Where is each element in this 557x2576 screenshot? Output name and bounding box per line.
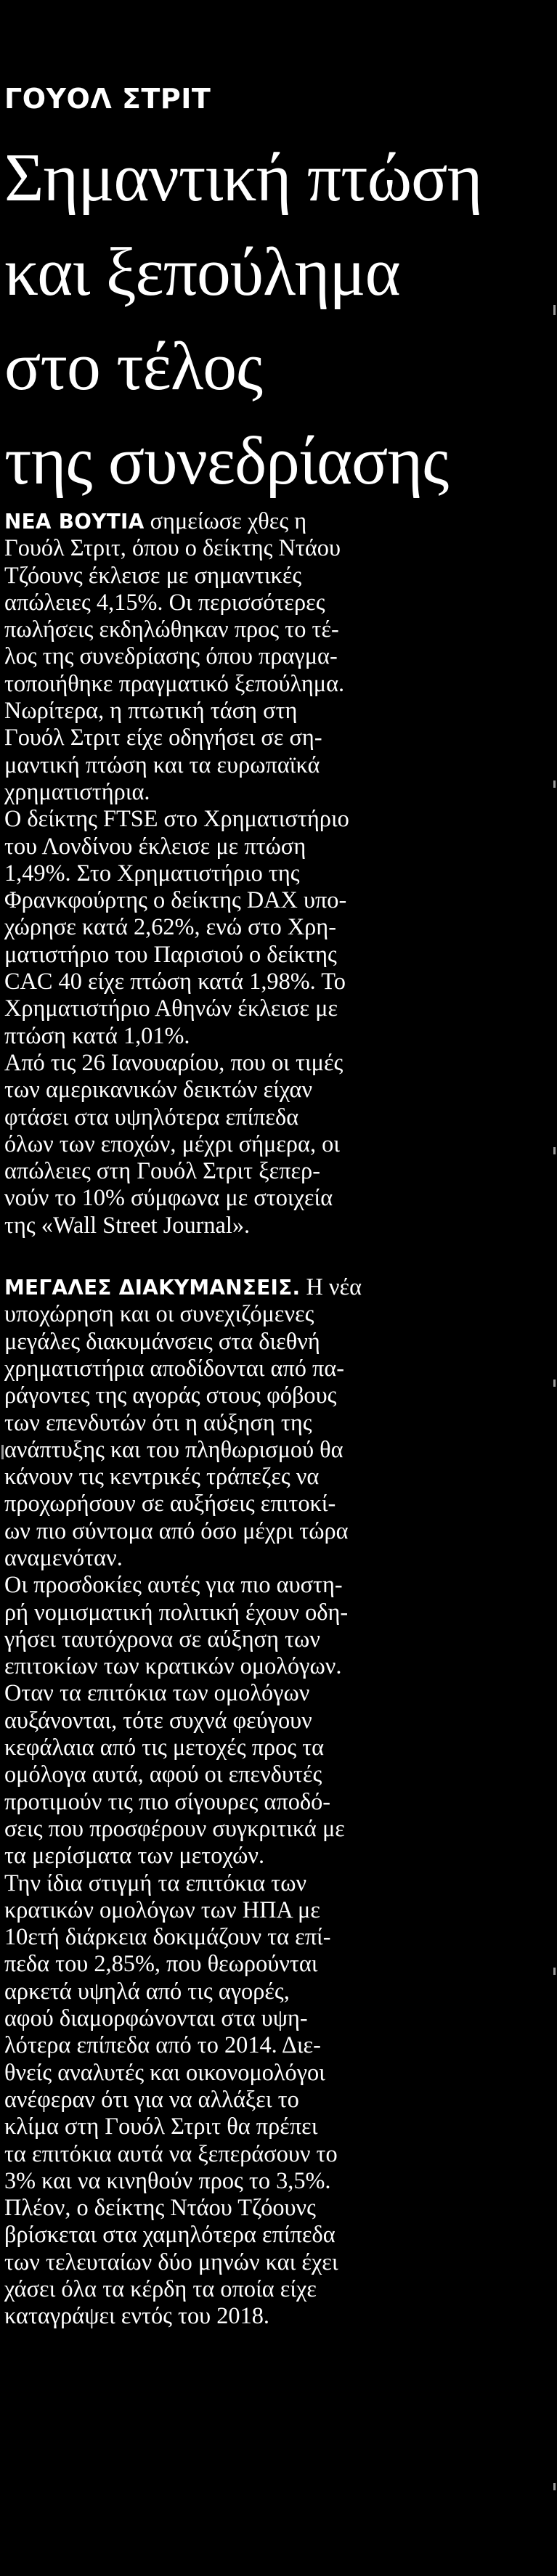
section-kicker: ΓΟΥΟΛ ΣΤΡΙΤ (4, 83, 211, 115)
body-line: Φρανκφούρτης ο δείκτης DAX υπο- (4, 887, 347, 914)
body-line: Νωρίτερα, η πτωτική τάση στη (4, 698, 298, 725)
body-line: Τζόουνς έκλεισε με σημαντικές (4, 562, 302, 589)
body-line: λος της συνεδρίασης όπου πραγμα- (4, 643, 338, 670)
body-line: χρηματιστήρια. (4, 778, 150, 805)
section-gap (4, 1239, 542, 1274)
body-line: υποχώρηση και οι συνεχιζόμενες (4, 1301, 314, 1328)
edge-mark (553, 2483, 556, 2490)
body-line: Οταν τα επιτόκια των ομολόγων (4, 1680, 310, 1707)
body-line: μεγάλες διακυμάνσεις στα διεθνή (4, 1328, 320, 1355)
body-line: απώλειες στη Γουόλ Στριτ ξεπερ- (4, 1158, 320, 1185)
body-line: Από τις 26 Ιανουαρίου, που οι τιμές (4, 1049, 343, 1076)
body-line: αρκετά υψηλά από τις αγορές, (4, 1978, 290, 2005)
body-line: ματιστήριο του Παρισιού ο δείκτης (4, 941, 337, 968)
body-line: αυξάνονται, τότε συχνά φεύγουν (4, 1707, 312, 1734)
body-line (4, 508, 539, 535)
lead-in-news-dive: ΝΕΑ ΒΟΥΤΙΑ (4, 510, 145, 534)
body-line: CAC 40 είχε πτώση κατά 1,98%. Το (4, 969, 346, 995)
body-line: πτώση κατά 1,01%. (4, 1022, 190, 1049)
body-line: Οι προσδοκίες αυτές για πιο αυστη- (4, 1572, 343, 1599)
body-line: ων πιο σύντομα από όσο μέχρι τώρα (4, 1517, 349, 1544)
edge-mark (553, 780, 556, 788)
headline-line: Σημαντική πτώση (4, 140, 482, 216)
body-line: κάνουν τις κεντρικές τράπεζες να (4, 1464, 320, 1491)
headline-line: και ξεπούλημα (4, 235, 400, 310)
lead-in-big-fluctuations: ΜΕΓΑΛΕΣ ΔΙΑΚΥΜΑΝΣΕΙΣ. (4, 1276, 301, 1300)
body-line: ομόλογα αυτά, αφού οι επενδυτές (4, 1761, 322, 1788)
body-line: ανάπτυξης και του πληθωρισμού θα (4, 1436, 343, 1463)
article-headline (4, 131, 542, 508)
paragraph-section-1 (4, 508, 542, 1239)
body-line: κρατικών ομολόγων των ΗΠΑ με (4, 1896, 320, 1923)
edge-mark (553, 1379, 556, 1387)
body-line: χρηματιστήρια αποδίδονται από πα- (4, 1355, 345, 1382)
body-line: σεις που προσφέρουν συγκριτικά με (4, 1815, 345, 1842)
edge-mark (553, 305, 556, 315)
body-line: καταγράψει εντός του 2018. (4, 2303, 270, 2330)
body-line: Ο δείκτης FTSE στο Χρηματιστήριο (4, 806, 349, 833)
body-line: των αμερικανικών δεικτών είχαν (4, 1077, 313, 1104)
body-line: τοποιήθηκε πραγματικό ξεπούλημα. (4, 670, 345, 697)
lead-line-rest: Η νέα (300, 1274, 362, 1301)
body-line: γήσει ταυτόχρονα σε αύξηση των (4, 1626, 320, 1652)
body-line: απώλειες 4,15%. Οι περισσότερες (4, 589, 325, 616)
body-line (4, 1274, 539, 1301)
body-line: προτιμούν τις πιο σίγουρες αποδό- (4, 1788, 331, 1815)
body-line: χώρησε κατά 2,62%, ενώ στο Χρη- (4, 914, 336, 941)
body-line: φτάσει στα υψηλότερα επίπεδα (4, 1104, 299, 1130)
body-line: 1,49%. Στο Χρηματιστήριο της (4, 860, 300, 886)
body-line: του Λονδίνου έκλεισε με πτώση (4, 833, 306, 860)
body-line: αναμενόταν. (4, 1544, 123, 1571)
headline-line: της συνεδρίασης (4, 423, 449, 499)
body-line: κεφάλαια από τις μετοχές προς τα (4, 1735, 325, 1761)
lead-line-rest: σημείωσε χθες η (144, 508, 307, 534)
body-line: θνείς αναλυτές και οικονομολόγοι (4, 2059, 325, 2086)
body-line: προχωρήσουν σε αυξήσεις επιτοκί- (4, 1491, 336, 1517)
body-line: των τελευταίων δύο μηνών και έχει (4, 2249, 338, 2275)
body-line: Γουόλ Στριτ, όπου ο δείκτης Ντάου (4, 535, 341, 562)
edge-mark (553, 1147, 556, 1154)
body-line: τα μερίσματα των μετοχών. (4, 1843, 265, 1870)
body-line: νούν το 10% σύμφωνα με στοιχεία (4, 1185, 333, 1212)
body-line: χάσει όλα τα κέρδη τα οποία είχε (4, 2276, 317, 2302)
body-line: όλων των εποχών, μέχρι σήμερα, οι (4, 1130, 341, 1157)
body-line: 10ετή διάρκεια δοκιμάζουν τα επί- (4, 1924, 331, 1951)
body-line: Την ίδια στιγμή τα επιτόκια των (4, 1870, 307, 1896)
body-line: ρή νομισματική πολιτική έχουν οδη- (4, 1599, 349, 1626)
headline-line: στο τέλος (4, 329, 263, 404)
edge-mark (553, 1968, 556, 1975)
body-line: ράγοντες της αγοράς στους φόβους (4, 1382, 337, 1409)
body-line: 3% και να κινηθούν προς το 3,5%. (4, 2167, 331, 2194)
body-line: βρίσκεται στα χαμηλότερα επίπεδα (4, 2222, 336, 2249)
body-line: τα επιτόκια αυτά να ξεπεράσουν το (4, 2140, 338, 2167)
body-line: της «Wall Street Journal». (4, 1212, 251, 1239)
body-line: ανέφεραν ότι για να αλλάξει το (4, 2086, 299, 2113)
body-line: των επενδυτών ότι η αύξηση της (4, 1409, 312, 1436)
body-line: Χρηματιστήριο Αθηνών έκλεισε με (4, 995, 338, 1022)
body-line: αφού διαμορφώνονται στα υψη- (4, 2005, 308, 2032)
body-line: πωλήσεις εκδηλώθηκαν προς το τέ- (4, 616, 339, 643)
body-line: πεδα του 2,85%, που θεωρούνται (4, 1951, 318, 1978)
body-line: μαντική πτώση και τα ευρωπαϊκά (4, 751, 320, 778)
edge-mark (1, 1445, 4, 1459)
body-line: επιτοκίων των κρατικών ομολόγων. (4, 1653, 342, 1680)
body-line: λότερα επίπεδα από το 2014. Διε- (4, 2032, 321, 2059)
paragraph-section-2 (4, 1274, 542, 2331)
body-line: Πλέον, ο δείκτης Ντάου Τζόουνς (4, 2195, 316, 2222)
body-line: κλίμα στη Γουόλ Στριτ θα πρέπει (4, 2114, 318, 2140)
article-body (4, 508, 542, 2331)
body-line: Γουόλ Στριτ είχε οδηγήσει σε ση- (4, 725, 322, 751)
